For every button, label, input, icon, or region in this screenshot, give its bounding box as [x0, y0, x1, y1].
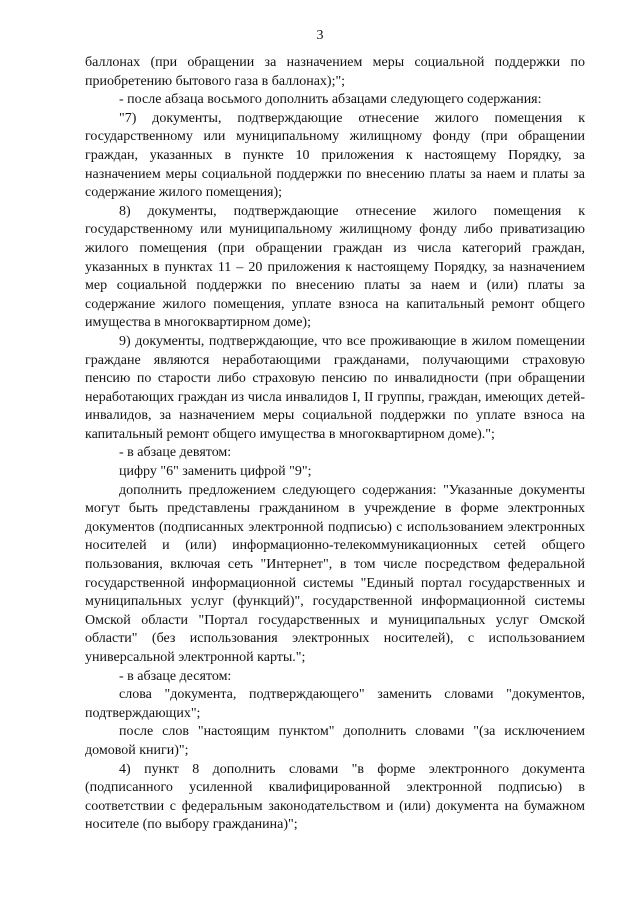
paragraph-words-replace: слова "документа, подтверждающего" заменить словами "документов, подтверждающих"; [85, 687, 585, 721]
document-body [85, 54, 585, 835]
paragraph-item-7: "7) документы, подтверждающие отнесение жилого помещения к государственному или муниципальному жилищному фонду (при обращении граждан, указанных в пункте 10 приложения к настоящему Порядку, за назначением меры социальной поддержки по внесению платы за наем и платы за содержание жилого помещения); [85, 110, 585, 201]
paragraph-item-9: 9) документы, подтверждающие, что все проживающие в жилом помещении граждане являются неработающими гражданами, получающими страховую пенсию по старости либо страховую пенсию по инвалидности (при обращении неработающих граждан из числа инвалидов I, II группы, граждан, имеющих детей-инвалидов, за назначением меры социальной поддержки по уплате взноса на капитальный ремонт общего имущества в многоквартирном доме)."; [85, 333, 585, 442]
paragraph-ninth-header: - в абзаце девятом: [119, 445, 232, 461]
paragraph-tenth-header: - в абзаце десятом: [119, 668, 232, 684]
paragraph-after-words: после слов "настоящим пунктом" дополнить словами "(за исключением домовой книги)"; [85, 724, 585, 758]
paragraph-digit-replace: цифру "6" заменить цифрой "9"; [119, 464, 312, 480]
paragraph-item-8: 8) документы, подтверждающие отнесение жилого помещения к государственному или муниципальному жилищному фонду либо приватизацию жилого помещения (при обращении граждан из числа категорий граждан, указанных в пунктах 11 – 20 приложения к настоящему Порядку, за назначением мер социальной поддержки по внесению платы за наем и (или) платы за содержание жилого помещения, уплате взноса на капитальный ремонт общего имущества в многоквартирном доме); [85, 203, 585, 331]
page-number: 3 [316, 28, 324, 43]
paragraph-amendment-after-eighth: - после абзаца восьмого дополнить абзацами следующего содержания: [119, 92, 542, 108]
paragraph-continuation: баллонах (при обращении за назначением меры социальной поддержки по приобретению бытового газа в баллонах);"; [85, 55, 585, 89]
paragraph-item-4: 4) пункт 8 дополнить словами "в форме электронного документа (подписанного усиленной квалифицированной электронной подписью) в соответствии с федеральным законодательством и (или) документа на бумажном носителе (по выбору гражданина)"; [85, 761, 585, 833]
paragraph-electronic-documents: дополнить предложением следующего содержания: "Указанные документы могут быть представлены гражданином в учреждение в форме электронных документов (подписанных электронной подписью) с использованием электронных носителей и (или) информационно-телекоммуникационных сетей общего пользования, включая сеть "Интернет", в том числе посредством федеральной государственной информационной системы "Единый портал государственных и муниципальных услуг (функций)", государственной информационной системы Омской области "Портал государственных и муниципальных услуг Омской области" (без использования электронных носителей), с использованием универсальной электронной карты."; [85, 482, 585, 665]
